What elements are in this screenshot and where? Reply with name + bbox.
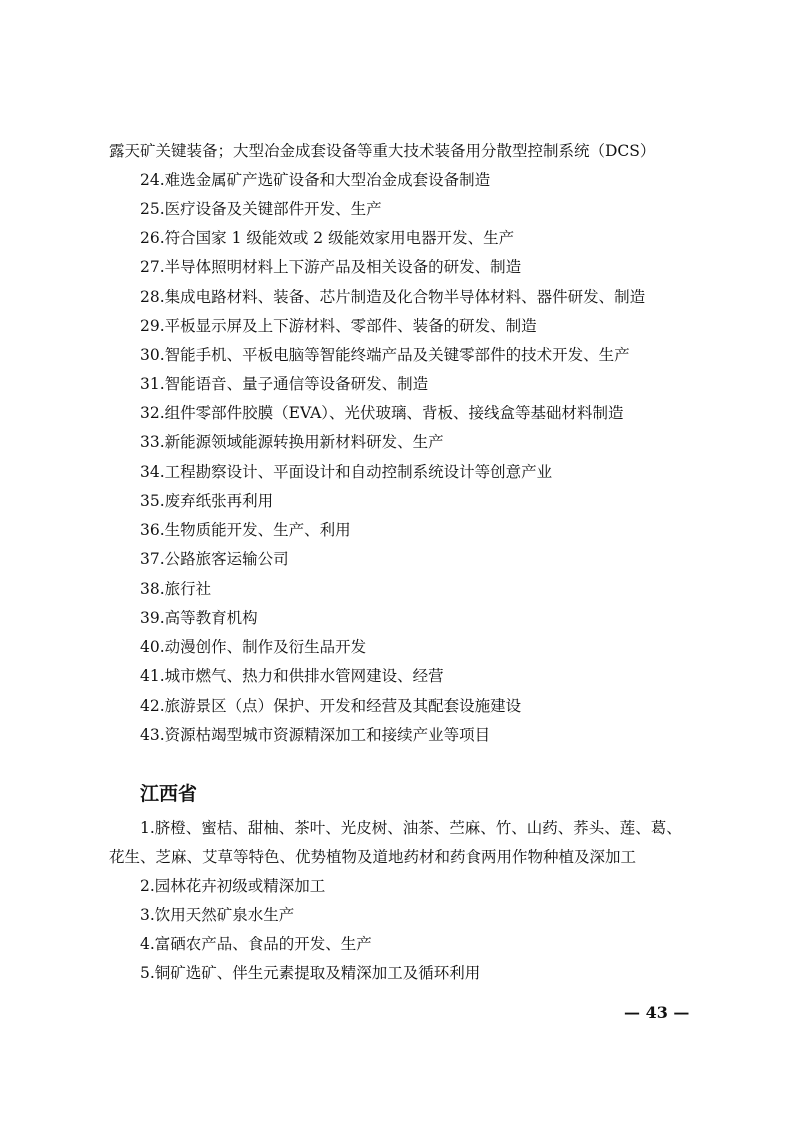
- list-item: 29.平板显示屏及上下游材料、零部件、装备的研发、制造: [140, 317, 537, 335]
- list-item: 4.富硒农产品、食品的开发、生产: [140, 935, 372, 953]
- list-item: 37.公路旅客运输公司: [140, 550, 289, 568]
- list-item: 28.集成电路材料、装备、芯片制造及化合物半导体材料、器件研发、制造: [140, 288, 646, 306]
- text-line: 露天矿关键装备；大型冶金成套设备等重大技术装备用分散型控制系统（DCS）: [109, 142, 656, 160]
- list-item: 5.铜矿选矿、伴生元素提取及精深加工及循环利用: [140, 964, 481, 982]
- list-item: 35.废弃纸张再利用: [140, 492, 274, 510]
- list-item: 40.动漫创作、制作及衍生品开发: [140, 638, 367, 656]
- list-item: 25.医疗设备及关键部件开发、生产: [140, 200, 382, 218]
- list-item: 3.饮用天然矿泉水生产: [140, 906, 295, 924]
- list-item: 2.园林花卉初级或精深加工: [140, 877, 326, 895]
- list-item: 41.城市燃气、热力和供排水管网建设、经营: [140, 667, 444, 685]
- list-item: 42.旅游景区（点）保护、开发和经营及其配套设施建设: [140, 697, 522, 715]
- list-item: 32.组件零部件胶膜（EVA）、光伏玻璃、背板、接线盒等基础材料制造: [140, 404, 624, 422]
- list-item: 34.工程勘察设计、平面设计和自动控制系统设计等创意产业: [140, 463, 553, 481]
- list-item: 27.半导体照明材料上下游产品及相关设备的研发、制造: [140, 258, 522, 276]
- list-item: 30.智能手机、平板电脑等智能终端产品及关键零部件的技术开发、生产: [140, 346, 630, 364]
- section-heading: 江西省: [140, 783, 198, 805]
- text-line: 花生、芝麻、艾草等特色、优势植物及道地药材和药食两用作物种植及深加工: [109, 848, 637, 866]
- list-item: 38.旅行社: [140, 580, 212, 598]
- list-item: 24.难选金属矿产选矿设备和大型冶金成套设备制造: [140, 171, 491, 189]
- list-item: 31.智能语音、量子通信等设备研发、制造: [140, 375, 429, 393]
- list-item: 26.符合国家 1 级能效或 2 级能效家用电器开发、生产: [140, 229, 515, 247]
- list-item: 39.高等教育机构: [140, 609, 258, 627]
- list-item: 36.生物质能开发、生产、利用: [140, 521, 351, 539]
- list-item: 33.新能源领域能源转换用新材料研发、生产: [140, 433, 444, 451]
- list-item: 43.资源枯竭型城市资源精深加工和接续产业等项目: [140, 726, 491, 744]
- list-item: 1.脐橙、蜜桔、甜柚、茶叶、光皮树、油茶、苎麻、竹、山药、荞头、莲、葛、: [140, 819, 682, 837]
- page-number: — 43 —: [624, 1003, 690, 1022]
